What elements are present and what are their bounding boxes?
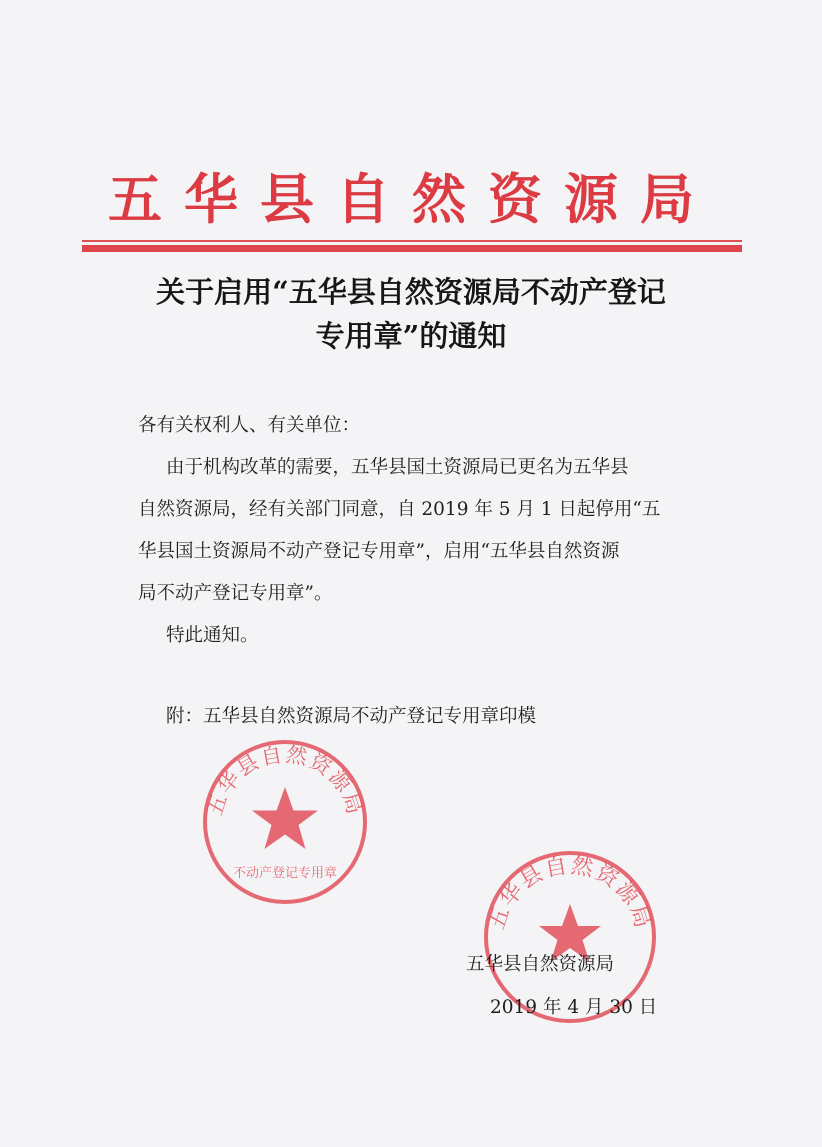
issuer-name: 五华县自然资源局 bbox=[466, 954, 615, 975]
notice-title-line-1: 关于启用“五华县自然资源局不动产登记 bbox=[156, 275, 666, 309]
left-official-seal bbox=[200, 737, 370, 907]
left-seal-arc-text: 五华县自然资源局 bbox=[202, 742, 368, 819]
notice-title bbox=[100, 270, 722, 358]
attachment-note: 附：五华县自然资源局不动产登记专用章印模 bbox=[166, 706, 537, 727]
closing-text: 特此通知。 bbox=[166, 625, 259, 646]
star-icon bbox=[252, 787, 318, 849]
body-paragraph bbox=[138, 447, 698, 615]
notice-title-line-2: 专用章”的通知 bbox=[315, 319, 507, 353]
header-rule-thin bbox=[82, 240, 742, 242]
organization-header: 五华县自然资源局 bbox=[108, 168, 716, 231]
paragraph-line: 局不动产登记专用章”。 bbox=[138, 583, 333, 604]
paragraph-line: 由于机构改革的需要，五华县国土资源局已更名为五华县 bbox=[166, 457, 629, 478]
salutation: 各有关权利人、有关单位： bbox=[138, 415, 361, 436]
paragraph-line: 华县国土资源局不动产登记专用章”，启用“五华县自然资源 bbox=[138, 541, 620, 562]
header-rule-thick bbox=[82, 245, 742, 252]
right-seal-arc-text: 五华县自然资源局 bbox=[484, 853, 656, 933]
issue-date: 2019 年 4 月 30 日 bbox=[490, 997, 658, 1018]
paragraph-line: 自然资源局，经有关部门同意，自 2019 年 5 月 1 日起停用“五 bbox=[138, 499, 661, 520]
left-seal-bottom-text: 不动产登记专用章 bbox=[232, 866, 338, 881]
